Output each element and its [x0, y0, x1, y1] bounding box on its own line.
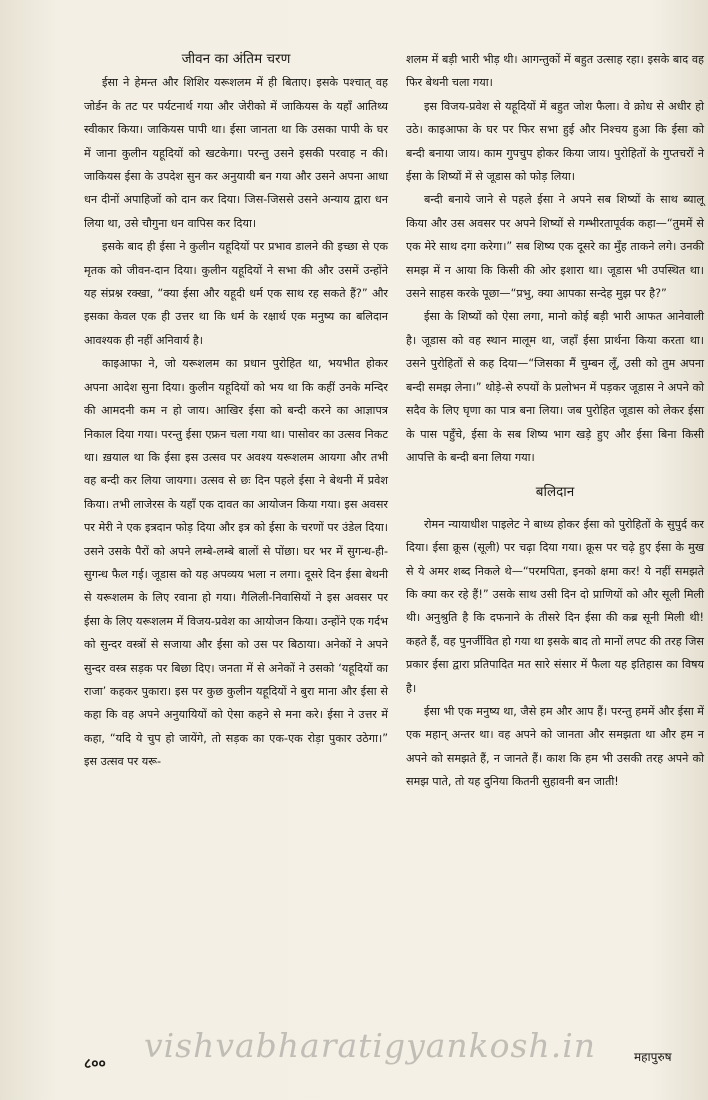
left-column — [84, 48, 388, 774]
section-heading-life-final-phase: जीवन का अंतिम चरण — [181, 51, 291, 67]
paragraph: ईसा के शिष्यों को ऐसा लगा, मानो कोई बड़ी भारी आफत आनेवाली है। जूडास को वह स्थान मालूम था, जहाँ ईसा प्रार्थना किया करता था। उसने पुरोहितों से कह दिया—“जिसका मैं चुम्बन लूँ, उसी को तुम अपना बन्दी समझ लेना।” थोड़े-से रुपयों के प्रलोभन में पड़कर जूडास ने अपने को सदैव के लिए घृणा का पात्र बना लिया। जब पुरोहित जूडास को लेकर ईसा के पास पहुँचे, ईसा के सब शिष्य भाग खड़े हुए और ईसा बिना किसी आपत्ति के बन्दी बना लिया गया। — [406, 310, 704, 464]
paragraph: रोमन न्यायाधीश पाइलेट ने बाध्य होकर ईसा को पुरोहितों के सुपुर्द कर दिया। ईसा क्रूस (सूली) पर चढ़ा दिया गया। क्रूस पर चढ़े हुए ईसा के मुख से ये अमर शब्द निकले थे—“परमपिता, इनको क्षमा कर! ये नहीं समझते कि क्या कर रहे हैं!” उसके साथ उसी दिन दो प्राणियों को और सूली मिली थी। अनुश्रुति है कि दफनाने के तीसरे दिन ईसा की कब्र सूनी मिली थी! कहते हैं, वह पुनर्जीवित हो गया था इसके बाद तो मानों लपट की तरह जिस प्रकार ईसा द्वारा प्रतिपादित मत सारे संसार में फैला यह इतिहास का विषय है। — [406, 517, 704, 695]
paragraph: इसके बाद ही ईसा ने कुलीन यहूदियों पर प्रभाव डालने की इच्छा से एक मृतक को जीवन-दान दिया। कुलीन यहूदियों ने सभा की और उसमें उन्होंने यह संप्रश्न रक्खा, “क्या ईसा और यहूदी धर्म एक साथ रह सकते हैं?” और इसका केवल एक ही उत्तर था कि धर्म के रक्षार्थ एक मनुष्य का बलिदान आवश्यक ही नहीं अनिवार्य है। — [84, 240, 388, 347]
paragraph: ईसा ने हेमन्त और शिशिर यरूशलम में ही बिताए। इसके पश्चात् वह जोर्डन के तट पर पर्यटनार्थ गया और जेरीको में जाकियस के यहाँ आतिथ्य स्वीकार किया। जाकियस पापी था। ईसा जानता था कि उसका पापी के घर में जाना कुलीन यहूदियों को खटकेगा। परन्तु उसने इसकी परवाह न की। जाकियस ईसा के उपदेश सुन कर अनुयायी बन गया और उसने अपना आधा धन दीनों अपाहिजों को दान कर दिया। जिस-जिससे उसने अन्याय द्वारा धन लिया था, उसे चौगुना धन वापिस कर दिया। — [84, 76, 388, 230]
section-heading-sacrifice: बलिदान — [535, 484, 575, 501]
paragraph: काइआफा ने, जो यरूशलम का प्रधान पुरोहित था, भयभीत होकर अपना आदेश सुना दिया। कुलीन यहूदियों को भय था कि कहीं उनके मन्दिर की आमदनी कम न हो जाय। आखिर ईसा को बन्दी करने का आज्ञापत्र निकाल दिया गया। परन्तु ईसा एफ्रन चला गया था। पासोवर का उत्सव निकट था। ख़याल था कि ईसा इस उत्सव पर अवश्य यरूशलम आयगा और तभी वह बन्दी कर लिया जायगा। उत्सव से छः दिन पहले ईसा ने बेथनी में प्रवेश किया। तभी लाजेरस के यहाँ एक दावत का आयोजन किया गया। इस अवसर पर मेरी ने एक इत्रदान फोड़ दिया और इत्र को ईसा के चरणों पर उंडेल दिया। उसने उसके पैरों को अपने लम्बे-लम्बे बालों से पोंछा। घर भर में सुगन्ध-ही-सुगन्ध फैल गई। जूडास को यह अपव्यय भला न लगा। दूसरे दिन ईसा बेथनी से यरूशलम के लिए रवाना हो गया। गैलिली-निवासियों ने इस अवसर पर ईसा के लिए यरूशलम में विजय-प्रवेश का आयोजन किया। उन्होंने एक गर्दभ को सुन्दर वस्त्रों से सजाया और ईसा को उस पर बिठाया। अनेकों ने अपने सुन्दर वस्त्र सड़क पर बिछा दिए। जनता में से अनेकों ने उसको ‘यहूदियों का राजा’ कहकर पुकारा। इस पर कुछ कुलीन यहूदियों ने बुरा माना और ईसा से कहा कि वह अपने अनुयायियों को ऐसा कहने से मना करे। ईसा ने उत्तर में कहा, “यदि ये चुप हो जायेंगे, तो सड़क का एक-एक रोड़ा पुकार उठेगा।” इस उत्सव पर यरू- — [84, 357, 388, 769]
watermark: vishvabharatigyankosh.in — [143, 1026, 597, 1065]
paragraph: शलम में बड़ी भारी भीड़ थी। आगन्तुकों में बहुत उत्साह रहा। इसके बाद वह फिर बेथनी चला गया। — [406, 53, 704, 90]
page-number: ८०० — [84, 1056, 106, 1072]
book-title: महापुरुष — [634, 1050, 672, 1064]
paragraph: ईसा भी एक मनुष्य था, जैसे हम और आप हैं। परन्तु हममें और ईसा में एक महान् अन्तर था। वह अपने को जानता और समझता था और हम न अपने को समझते हैं, न जानते हैं। काश कि हम भी उसकी तरह अपने को समझ पाते, तो यह दुनिया कितनी सुहावनी बन जाती! — [406, 704, 704, 789]
paragraph: इस विजय-प्रवेश से यहूदियों में बहुत जोश फैला। वे क्रोध से अधीर हो उठे। काइआफा के घर पर फिर सभा हुई और निश्चय हुआ कि ईसा को बन्दी बनाया जाय। काम गुपचुप होकर किया जाय। पुरोहितों के गुप्तचरों ने ईसा के शिष्यों में से जूडास को फोड़ लिया। — [406, 99, 704, 184]
paragraph: बन्दी बनाये जाने से पहले ईसा ने अपने सब शिष्यों के साथ ब्यालू किया और उस अवसर पर अपने शिष्यों से गम्भीरतापूर्वक कहा—“तुममें से एक मेरे साथ दगा करेगा।” सब शिष्य एक दूसरे का मुँह ताकने लगे। उनकी समझ में न आया कि किसी की ओर इशारा था। जूडास भी उपस्थित था। उसने साहस करके पूछा—“प्रभु, क्या आपका सन्देह मुझ पर है?” — [406, 193, 704, 301]
right-column — [406, 48, 704, 794]
